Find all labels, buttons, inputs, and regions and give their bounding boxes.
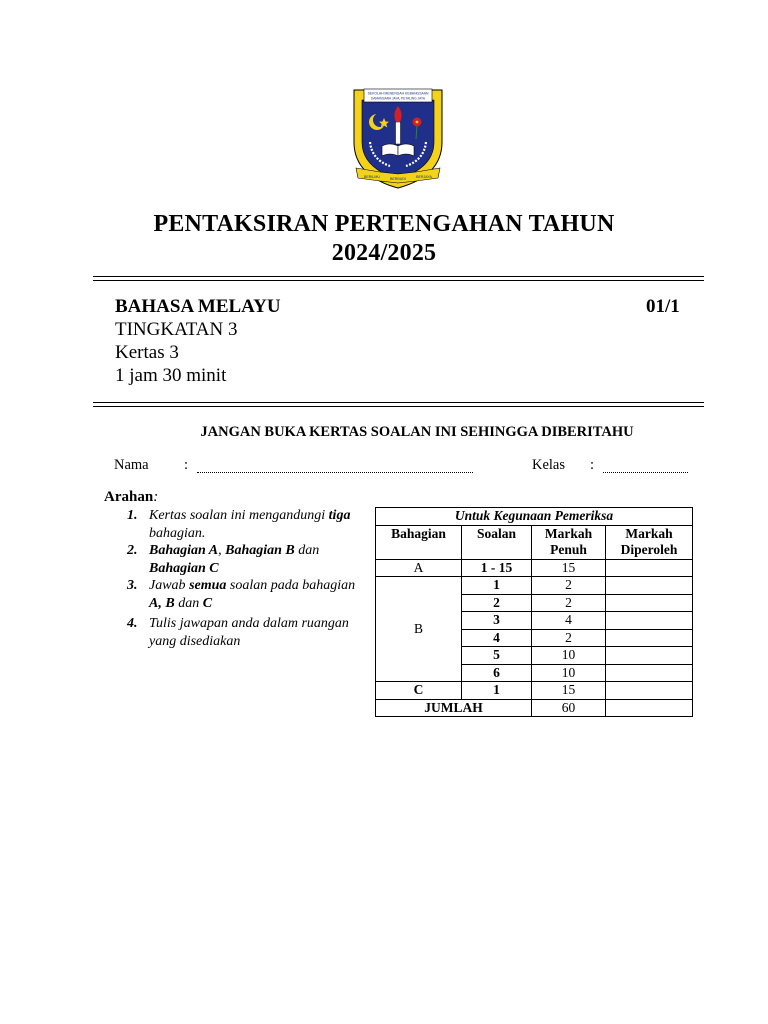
instruction-item-1: 1. Kertas soalan ini mengandungi tiga bahagian. — [127, 508, 351, 541]
table-row — [376, 577, 693, 595]
subject-paper: Kertas 3 — [115, 342, 179, 363]
section-cell: B — [376, 577, 462, 682]
name-colon: : — [184, 457, 189, 473]
question-cell: 4 — [462, 629, 532, 647]
subject-name: BAHASA MELAYU — [115, 296, 281, 317]
name-field[interactable] — [197, 472, 473, 473]
obtained-mark-cell[interactable] — [606, 594, 693, 612]
question-cell: 6 — [462, 664, 532, 682]
school-crest — [350, 84, 446, 192]
divider-bottom — [93, 402, 704, 407]
class-field[interactable] — [603, 472, 688, 473]
class-label: Kelas — [532, 457, 566, 473]
exam-title: PENTAKSIRAN PERTENGAHAN TAHUN — [153, 211, 615, 237]
instruction-item-2: 2. Bahagian A, Bahagian B dan Bahagian C — [127, 543, 320, 576]
full-mark-cell: 15 — [532, 682, 606, 700]
question-cell: 2 — [462, 594, 532, 612]
obtained-mark-cell[interactable] — [606, 647, 693, 665]
question-cell: 3 — [462, 612, 532, 630]
total-label: JUMLAH — [376, 699, 532, 717]
obtained-mark-cell[interactable] — [606, 664, 693, 682]
crest-top-text: SEKOLAH MENENGAH KEBANGSAAN — [367, 91, 429, 96]
obtained-mark-cell[interactable] — [606, 577, 693, 595]
exam-notice: JANGAN BUKA KERTAS SOALAN INI SEHINGGA DIBERITAHU — [200, 424, 634, 440]
full-mark-cell: 4 — [532, 612, 606, 630]
table-caption: Untuk Kegunaan Pemeriksa — [376, 508, 693, 526]
total-obtained-mark[interactable] — [606, 699, 693, 717]
subject-duration: 1 jam 30 minit — [115, 365, 227, 386]
crest-motto-1: BERILMU — [364, 175, 380, 179]
full-mark-cell: 2 — [532, 629, 606, 647]
obtained-mark-cell[interactable] — [606, 682, 693, 700]
question-cell: 5 — [462, 647, 532, 665]
subject-form: TINGKATAN 3 — [115, 319, 238, 340]
header-markah-diperoleh: Markah Diperoleh — [606, 525, 693, 559]
crest-motto-2: BERBUDI — [390, 177, 406, 181]
name-label: Nama — [114, 457, 149, 473]
header-bahagian: Bahagian — [376, 525, 462, 559]
table-row — [376, 559, 693, 577]
question-cell: 1 — [462, 682, 532, 700]
obtained-mark-cell[interactable] — [606, 559, 693, 577]
full-mark-cell: 10 — [532, 647, 606, 665]
subject-code: 01/1 — [646, 296, 680, 317]
section-cell: C — [376, 682, 462, 700]
crest-top-text-2: DAMANSARA JAYA, PETALING JAYA — [370, 96, 426, 101]
obtained-mark-cell[interactable] — [606, 629, 693, 647]
question-cell: 1 — [462, 577, 532, 595]
full-mark-cell: 15 — [532, 559, 606, 577]
header-soalan: Soalan — [462, 525, 532, 559]
instruction-item-4: 4. Tulis jawapan anda dalam ruangan yang disediakan — [127, 616, 349, 649]
exam-year: 2024/2025 — [331, 240, 437, 266]
crest-motto-3: BERJAYA — [416, 175, 432, 179]
question-cell: 1 - 15 — [462, 559, 532, 577]
table-row — [376, 682, 693, 700]
class-colon: : — [590, 457, 595, 473]
section-cell: A — [376, 559, 462, 577]
full-mark-cell: 2 — [532, 577, 606, 595]
obtained-mark-cell[interactable] — [606, 612, 693, 630]
instructions-title: Arahan: — [104, 489, 159, 505]
divider-top — [93, 276, 704, 281]
total-row — [376, 699, 693, 717]
instruction-item-3: 3. Jawab semua soalan pada bahagian A, B dan C — [127, 578, 356, 611]
examiner-marks-table — [375, 507, 693, 717]
header-markah-penuh: Markah Penuh — [532, 525, 606, 559]
full-mark-cell: 2 — [532, 594, 606, 612]
full-mark-cell: 10 — [532, 664, 606, 682]
total-full-mark: 60 — [532, 699, 606, 717]
